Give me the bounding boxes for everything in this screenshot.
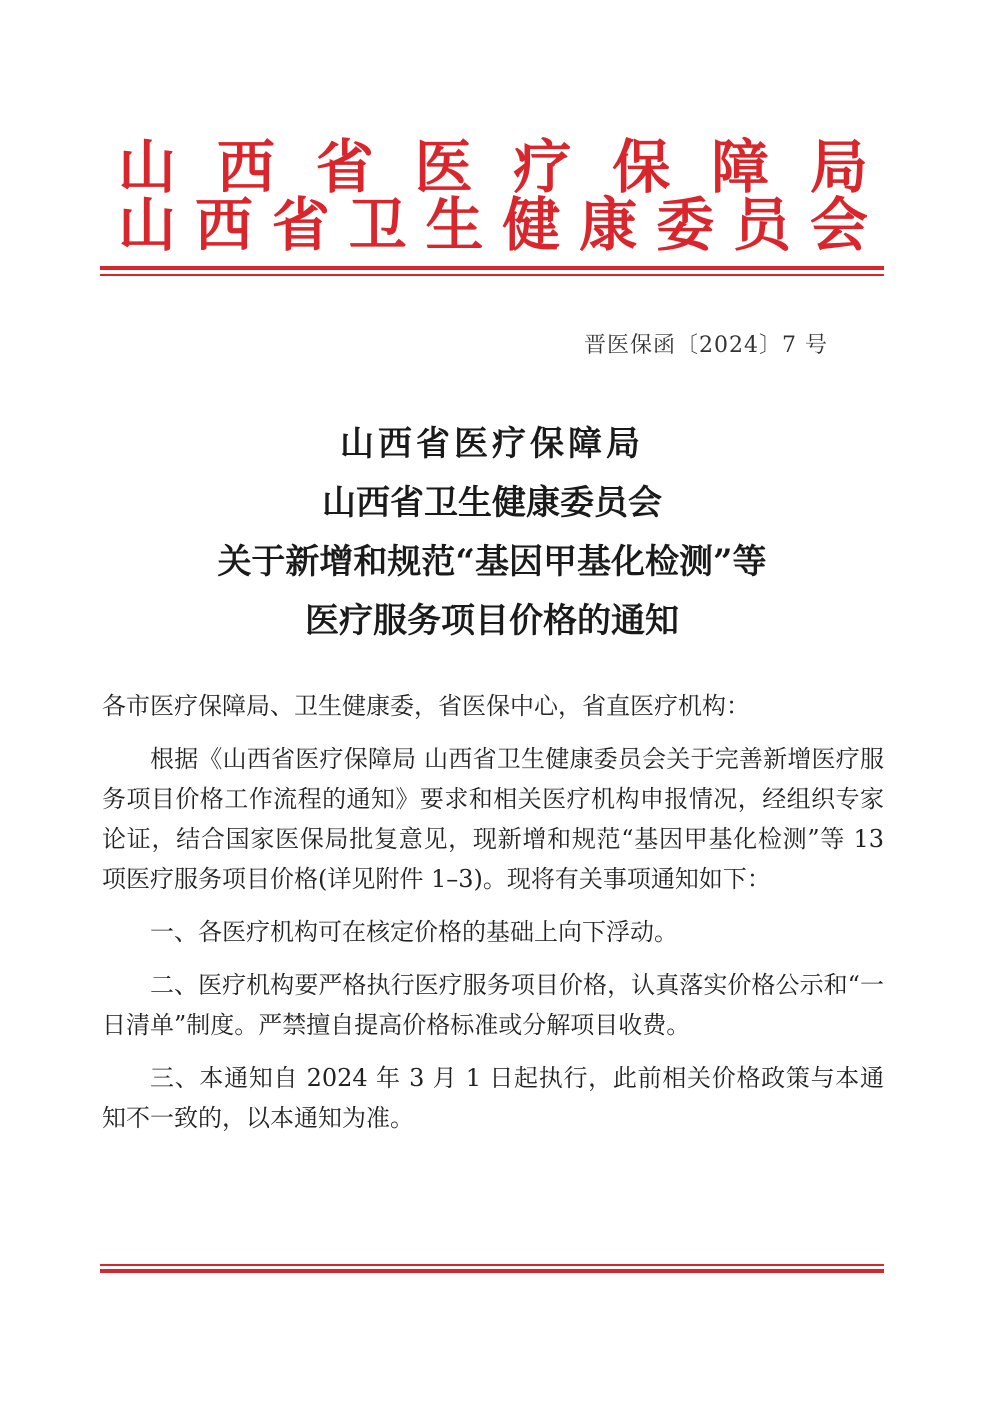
header-char: 会 xyxy=(809,191,868,259)
header-char: 医 xyxy=(414,133,473,201)
header-char: 障 xyxy=(711,133,770,201)
title-line-1: 山西省医疗保障局 xyxy=(340,424,644,464)
header-char: 西 xyxy=(194,191,253,259)
title-line-4: 医疗服务项目价格的通知 xyxy=(305,601,679,641)
header-char: 卫 xyxy=(348,191,407,259)
header-char: 员 xyxy=(733,191,792,259)
footer-rule-thick xyxy=(100,1269,884,1273)
document-number: 晋医保函〔2024〕7 号 xyxy=(584,333,828,358)
header-char: 山 xyxy=(118,133,177,201)
header-char: 山 xyxy=(118,191,177,259)
header-rule-thick xyxy=(100,266,884,270)
notice-item-1: 一、各医疗机构可在核定价格的基础上向下浮动。 xyxy=(150,918,678,946)
title-line-2: 山西省卫生健康委员会 xyxy=(322,483,662,523)
notice-item-3: 三、本通知自 2024 年 3 月 1 日起执行，此前相关价格政策与本通知不一致的，以本通知为准。 xyxy=(102,1064,884,1132)
salutation: 各市医疗保障局、卫生健康委，省医保中心，省直医疗机构： xyxy=(102,692,750,720)
issuer-header-line-1 xyxy=(118,133,868,201)
header-rule-thin xyxy=(100,274,884,276)
header-char: 西 xyxy=(216,133,275,201)
header-char: 生 xyxy=(425,191,484,259)
document-body xyxy=(102,686,884,1151)
issuer-header-line-2 xyxy=(118,191,868,259)
header-char: 局 xyxy=(809,133,868,201)
notice-item-2: 二、医疗机构要严格执行医疗服务项目价格，认真落实价格公示和“一日清单”制度。严禁擅自提高价格标准或分解项目收费。 xyxy=(102,971,884,1039)
header-char: 保 xyxy=(612,133,671,201)
document-title xyxy=(100,415,884,651)
body-paragraph: 根据《山西省医疗保障局 山西省卫生健康委员会关于完善新增医疗服务项目价格工作流程的通知》要求和相关医疗机构申报情况，经组织专家论证，结合国家医保局批复意见，现新增和规范“基因甲基化检测”等 13 项医疗服务项目价格(详见附件 1–3)。现将有关事项通知如下： xyxy=(102,745,884,893)
title-line-3: 关于新增和规范“基因甲基化检测”等 xyxy=(217,542,767,582)
header-char: 委 xyxy=(656,191,715,259)
header-char: 康 xyxy=(579,191,638,259)
header-char: 健 xyxy=(502,191,561,259)
header-char: 省 xyxy=(271,191,330,259)
header-char: 疗 xyxy=(513,133,572,201)
header-char: 省 xyxy=(315,133,374,201)
footer-rule-thin xyxy=(100,1264,884,1266)
